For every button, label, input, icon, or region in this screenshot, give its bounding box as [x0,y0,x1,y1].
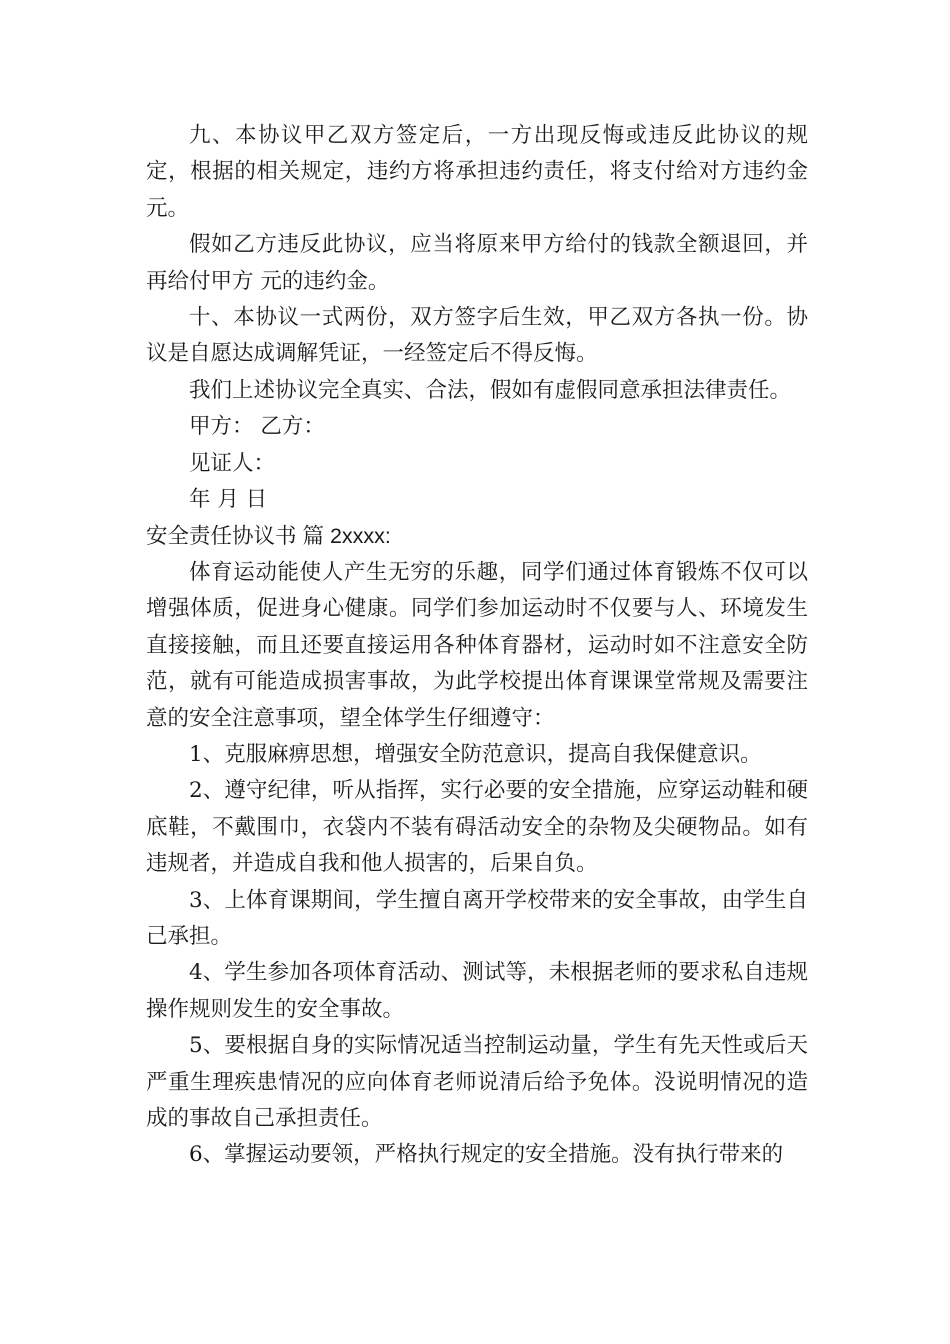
paragraph-statement: 我们上述协议完全真实、合法，假如有虚假同意承担法律责任。 [189,377,792,403]
signature-witness: 见证人： [189,450,276,476]
list-item-5: 5、要根据自身的实际情况适当控制运动量，学生有先天性或后天严重生理疾患情况的应向体育老师说清后给予免体。没说明情况的造成的事故自己承担责任。 [146,1033,808,1131]
paragraph-refund: 假如乙方违反此协议，应当将原来甲方给付的钱款全额退回，并再给付甲方 元的违约金。 [146,232,808,294]
list-item-6: 6、掌握运动要领，严格执行规定的安全措施。没有执行带来的 [189,1142,784,1168]
signature-parties: 甲方： 乙方： [189,414,325,440]
paragraph-clause-10: 十、本协议一式两份，双方签字后生效，甲乙双方各执一份。协议是自愿达成调解凭证，一经签定后不得反悔。 [146,305,808,367]
list-item-2: 2、遵守纪律，听从指挥，实行必要的安全措施，应穿运动鞋和硬底鞋，不戴围巾，衣袋内不装有碍活动安全的杂物及尖硬物品。如有违规者，并造成自我和他人损害的，后果自负。 [146,778,808,877]
paragraph-clause-9: 九、本协议甲乙双方签定后，一方出现反悔或违反此协议的规定，根据的相关规定，违约方将承担违约责任，将支付给对方违约金 元。 [146,123,808,221]
list-item-4: 4、学生参加各项体育活动、测试等，未根据老师的要求私自违规操作规则发生的安全事故。 [146,960,808,1022]
signature-date: 年 月 日 [189,487,268,513]
document-page [146,118,808,1174]
list-item-3: 3、上体育课期间，学生擅自离开学校带来的安全事故，由学生自己承担。 [146,887,808,949]
section-heading: 安全责任协议书 篇 2xxxx: [146,524,391,549]
paragraph-intro: 体育运动能使人产生无穷的乐趣，同学们通过体育锻炼不仅可以增强体质，促进身心健康。同学们参加运动时不仅要与人、环境发生直接接触，而且还要直接运用各种体育器材，运动时如不注意安全防范，就有可能造成损害事故，为此学校提出体育课课堂常规及需要注意的安全注意事项，望全体学生仔细遵守： [146,559,808,731]
list-item-1: 1、克服麻痹思想，增强安全防范意识，提高自我保健意识。 [189,741,762,767]
